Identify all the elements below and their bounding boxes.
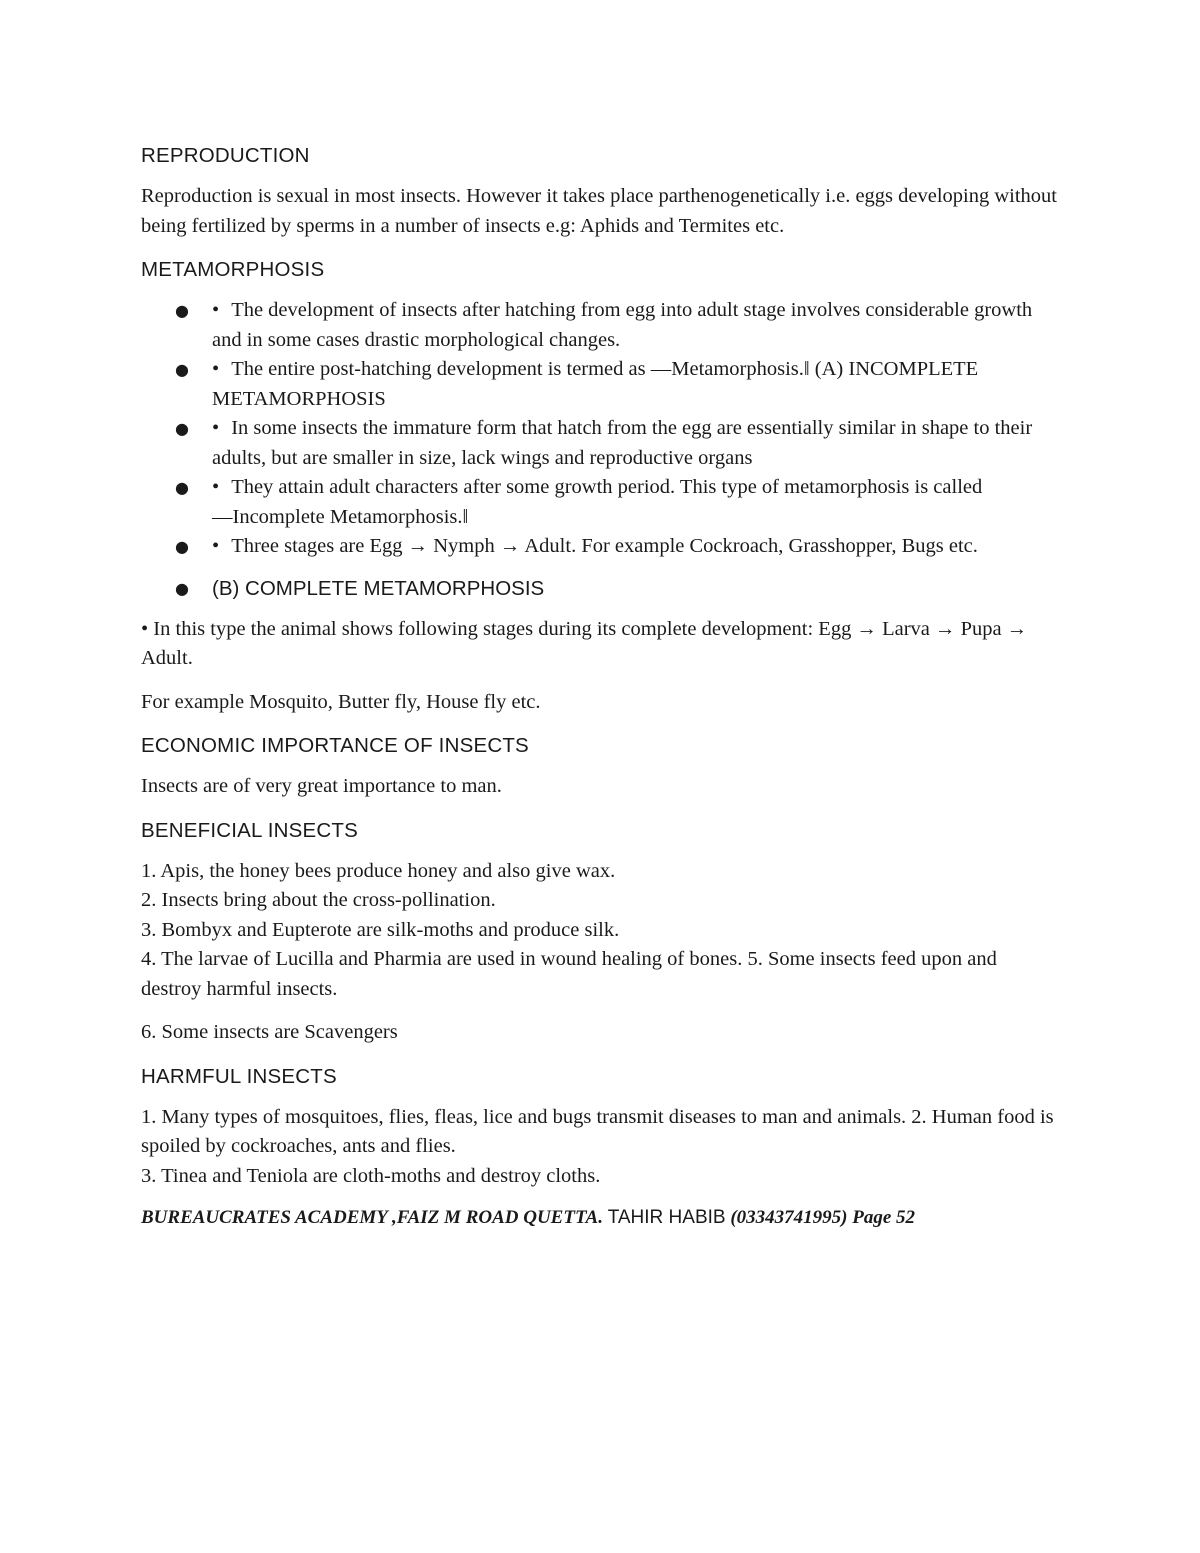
footer-academy: BUREAUCRATES ACADEMY ,FAIZ M ROAD QUETTA. (141, 1207, 603, 1228)
list-item: 3. Bombyx and Eupterote are silk-moths and produce silk. (141, 918, 620, 941)
metamorphosis-heading: METAMORPHOSIS (141, 258, 325, 281)
list-item-text: The entire post-hatching development is termed as ―Metamorphosis.‖ (A) INCOMPLETE METAMORPHOSIS (212, 358, 979, 410)
harmful-heading: HARMFUL INSECTS (141, 1064, 337, 1088)
list-item (141, 532, 1061, 562)
economic-heading: ECONOMIC IMPORTANCE OF INSECTS (141, 734, 529, 757)
sub-bullet-icon: • (212, 476, 220, 498)
reproduction-text: Reproduction is sexual in most insects. However it takes place parthenogenetically i.e. eggs developing without being fertilized by sperms in a number of insects e.g: Aphids and Termites etc. (141, 185, 1058, 237)
bullet-icon: ● (175, 419, 189, 438)
bullet-icon: ● (175, 478, 189, 497)
list-item (141, 473, 1061, 532)
list-item: 2. Insects bring about the cross-pollination. (141, 889, 496, 911)
list-item (141, 355, 1061, 414)
complete-metamorphosis-example: For example Mosquito, Butter fly, House fly etc. (141, 690, 541, 713)
bullet-icon: ● (175, 537, 189, 556)
reproduction-heading: REPRODUCTION (141, 144, 310, 167)
sub-bullet-icon: • (212, 535, 220, 557)
list-item-text: In some insects the immature form that hatch from the egg are essentially similar in shape to their adults, but are smaller in size, lack wings and reproductive organs (212, 417, 1033, 469)
list-item: 1. Apis, the honey bees produce honey and also give wax. (141, 859, 616, 882)
beneficial-list (141, 857, 1061, 1005)
footer-phone-page: (03343741995) Page 52 (730, 1207, 916, 1228)
complete-metamorphosis-text: • In this type the animal shows following stages during its complete development: Egg → Larva → Pupa → Adult. (141, 617, 1028, 669)
beneficial-last-item: 6. Some insects are Scavengers (141, 1021, 398, 1043)
bullet-icon: ● (175, 578, 189, 598)
sub-bullet-icon: • (212, 358, 220, 380)
sub-bullet-icon: • (212, 299, 220, 321)
economic-text: Insects are of very great importance to man. (141, 775, 502, 797)
bullet-icon: ● (175, 360, 189, 379)
sub-bullet-icon: • (212, 417, 220, 439)
list-item: 3. Tinea and Teniola are cloth-moths and destroy cloths. (141, 1164, 601, 1187)
complete-metamorphosis-heading (141, 574, 1061, 603)
page-footer (141, 1205, 1061, 1231)
list-item-text: They attain adult characters after some growth period. This type of metamorphosis is called ―Incomplete Metamorphosis.‖ (212, 476, 983, 528)
list-item: 4. The larvae of Lucilla and Pharmia are used in wound healing of bones. 5. Some insects feed upon and destroy harmful insects. (141, 948, 997, 1000)
list-item (141, 414, 1061, 473)
list-item (141, 296, 1061, 355)
list-item-text: Three stages are Egg → Nymph → Adult. For example Cockroach, Grasshopper, Bugs etc. (231, 535, 978, 557)
list-item-text: The development of insects after hatching from egg into adult stage involves considerable growth and in some cases drastic morphological changes. (212, 299, 1033, 351)
harmful-list (141, 1103, 1061, 1192)
list-item-text: (B) COMPLETE METAMORPHOSIS (212, 576, 545, 600)
document-page (141, 141, 1061, 1231)
footer-author: TAHIR HABIB (607, 1207, 726, 1228)
beneficial-heading: BENEFICIAL INSECTS (141, 818, 358, 842)
bullet-icon: ● (175, 301, 189, 320)
metamorphosis-list (141, 296, 1061, 603)
list-item: 1. Many types of mosquitoes, flies, fleas, lice and bugs transmit diseases to man and animals. 2. Human food is spoiled by cockroaches, ants and flies. (141, 1105, 1054, 1157)
